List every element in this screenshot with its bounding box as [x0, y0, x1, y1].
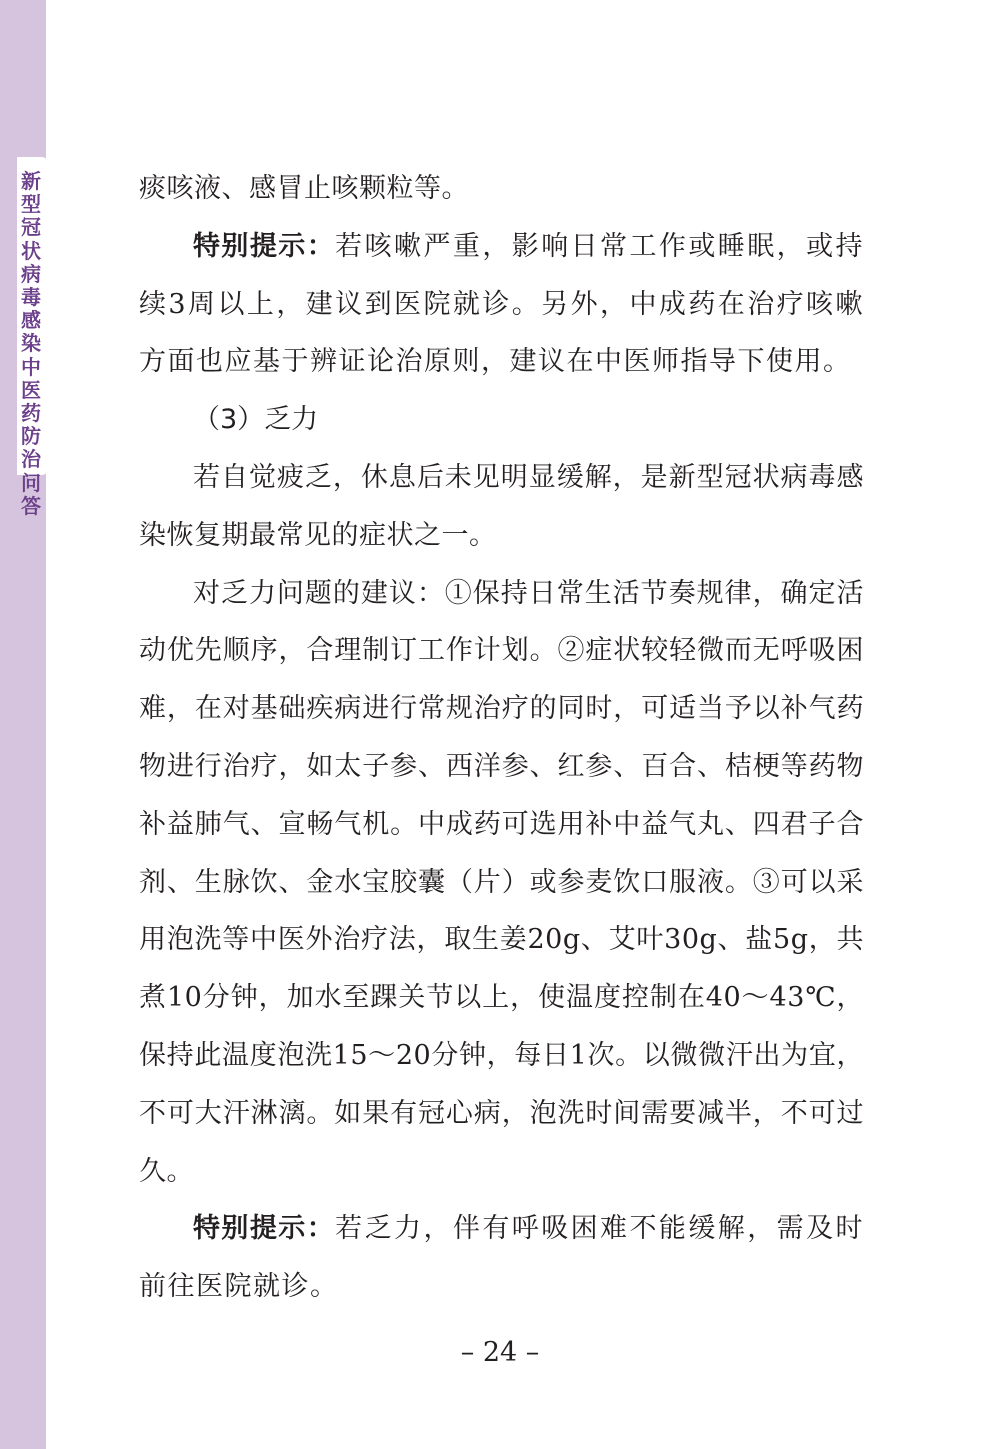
tip-label: 特别提示：	[193, 1213, 336, 1245]
page-number: – 24 –	[460, 1337, 540, 1368]
section-title: 乏力	[264, 404, 319, 436]
section-number: （3）	[193, 404, 265, 436]
special-tip-fatigue	[139, 1200, 864, 1316]
paragraph-continued: 痰咳液、感冒止咳颗粒等。	[139, 173, 469, 204]
paragraph-fatigue-advice: 对乏力问题的建议：①保持日常生活节奏规律，确定活动优先顺序，合理制订工作计划。②症状较轻微而无呼吸困难，在对基础疾病进行常规治疗的同时，可适当予以补气药物进行治疗，如太子参、西洋参、红参、百合、桔梗等药物补益肺气、宣畅气机。中成药可选用补中益气丸、四君子合剂、生脉饮、金水宝胶囊（片）或参麦饮口服液。③可以采用泡洗等中医外治疗法，取生姜20g、艾叶30g、盐5g，共煮10分钟，加水至踝关节以上，使温度控制在40～43℃，保持此温度泡洗15～20分钟，每日1次。以微微汗出为宜，不可大汗淋漓。如果有冠心病，泡洗时间需要减半，不可过久。	[139, 577, 864, 1187]
tip-label: 特别提示：	[193, 230, 336, 262]
page-content	[139, 160, 864, 1316]
section-heading	[139, 391, 864, 449]
book-title-vertical: 新型冠状病毒感染中医药防治问答	[21, 169, 41, 518]
paragraph-fatigue-intro: 若自觉疲乏，休息后未见明显缓解，是新型冠状病毒感染恢复期最常见的症状之一。	[139, 461, 864, 551]
tip-text: 若咳嗽严重，影响日常工作或睡眠，或持续3周以上，建议到医院就诊。另外，中成药在治疗咳嗽方面也应基于辨证论治原则，建议在中医师指导下使用。	[139, 230, 865, 378]
tip-text: 若乏力，伴有呼吸困难不能缓解，需及时前往医院就诊。	[139, 1213, 865, 1303]
special-tip-cough	[139, 218, 864, 391]
